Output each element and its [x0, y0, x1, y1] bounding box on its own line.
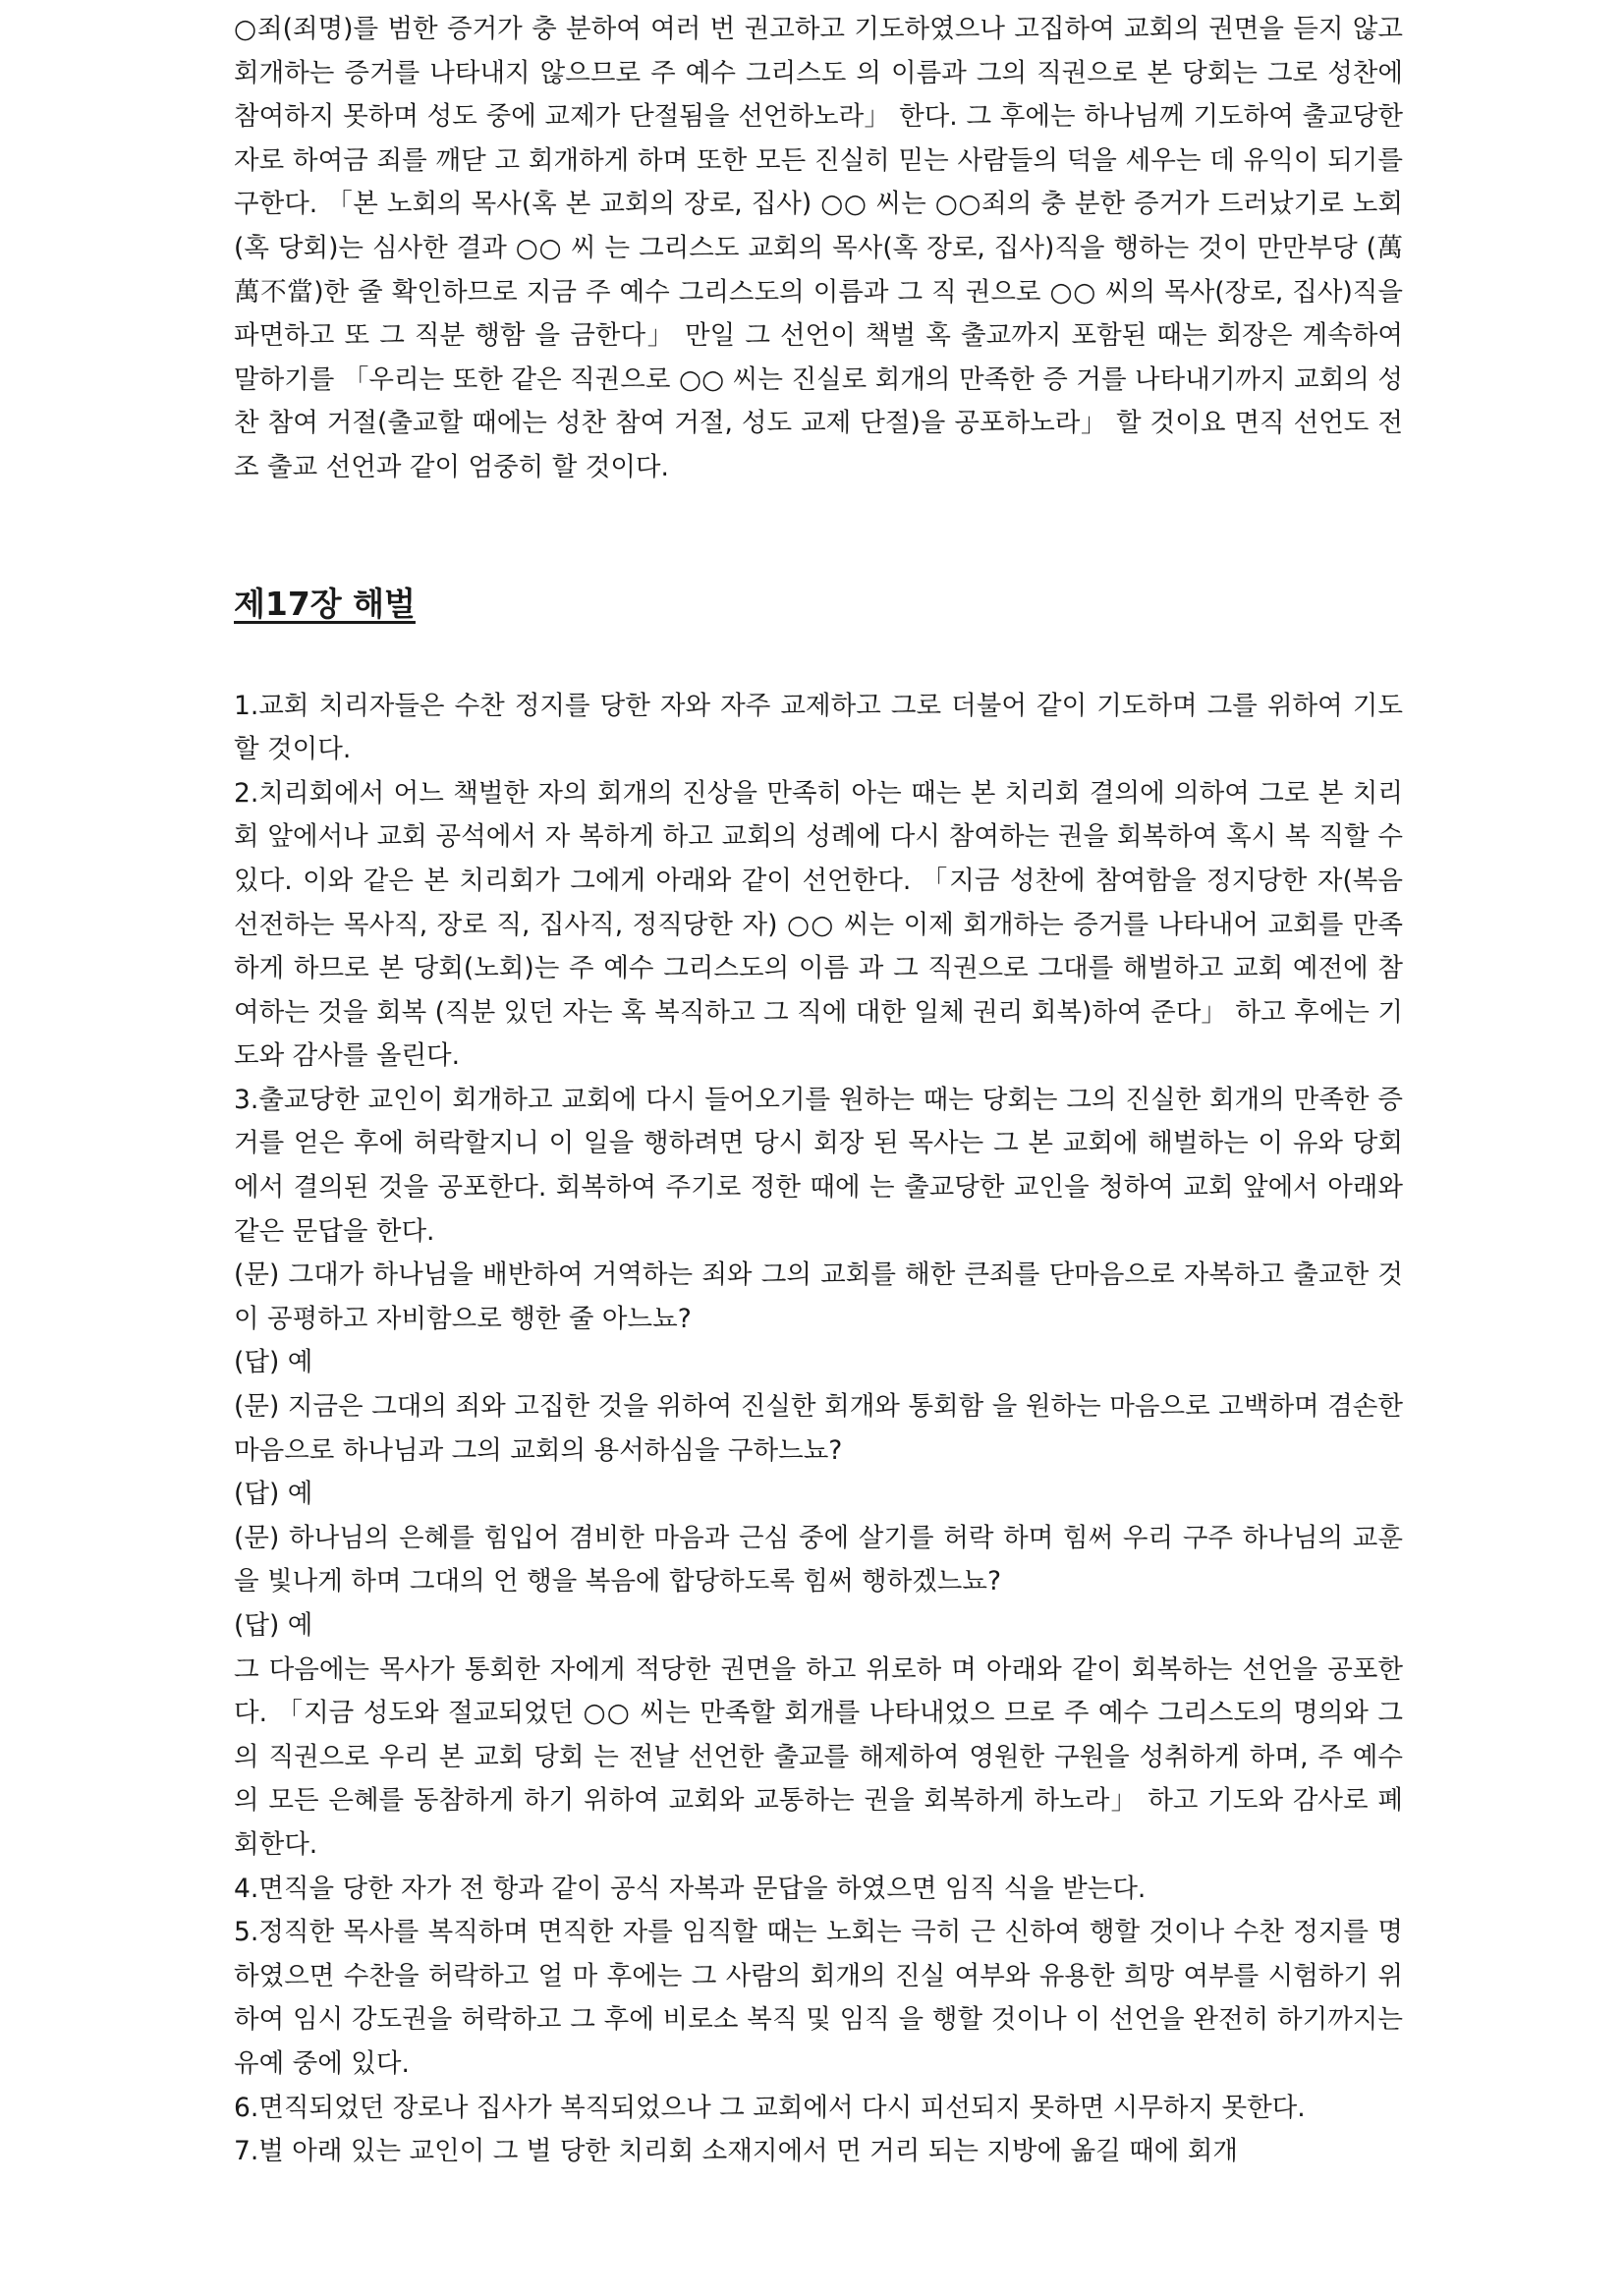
- list-item: 2.치리회에서 어느 책벌한 자의 회개의 진상을 만족히 아는 때는 본 치리회 결의에 의하여 그로 본 치리회 앞에서나 교회 공석에서 자 복하게 하고 교회의 성례에 다시 참여하는 권을 회복하여 혹시 복 직할 수 있다. 이와 같은 본 치리회가 그에게 아래와 같이 선언한다. 「지금 성찬에 참여함을 정지당한 자(복음 선전하는 목사직, 장로 직, 집사직, 정직당한 자) ○○ 씨는 이제 회개하는 증거를 나타내어 교회를 만족하게 하므로 본 당회(노회)는 주 예수 그리스도의 이름 과 그 직권으로 그대를 해벌하고 교회 예전에 참여하는 것을 회복 (직분 있던 자는 혹 복직하고 그 직에 대한 일체 권리 회복)하여 준다」 하고 후에는 기도와 감사를 올린다.: [234, 777, 1403, 1072]
- list-item: 1.교회 치리자들은 수찬 정지를 당한 자와 자주 교제하고 그로 더불어 같이 기도하며 그를 위하여 기도할 것이다.: [234, 690, 1403, 765]
- list-item: 그 다음에는 목사가 통회한 자에게 적당한 권면을 하고 위로하 며 아래와 같이 회복하는 선언을 공포한다. 「지금 성도와 절교되었던 ○○ 씨는 만족할 회개를 나타내었으 므로 주 예수 그리스도의 명의와 그의 직권으로 우리 본 교회 당회 는 전날 선언한 출교를 해제하여 영원한 구원을 성취하게 하며, 주 예수의 모든 은혜를 동참하게 하기 위하여 교회와 교통하는 권을 회복하게 하노라」 하고 기도와 감사로 폐회한다.: [234, 1653, 1403, 1860]
- intro-paragraph: ○죄(죄명)를 범한 증거가 충 분하여 여러 번 권고하고 기도하였으나 고집하여 교회의 권면을 듣지 않고 회개하는 증거를 나타내지 않으므로 주 예수 그리스도 의 이름과 그의 직권으로 본 당회는 그로 성찬에 참여하지 못하며 성도 중에 교제가 단절됨을 선언하노라」 한다. 그 후에는 하나님께 기도하여 출교당한 자로 하여금 죄를 깨닫 고 회개하게 하며 또한 모든 진실히 믿는 사람들의 덕을 세우는 데 유익이 되기를 구한다. 「본 노회의 목사(혹 본 교회의 장로, 집사) ○○ 씨는 ○○죄의 충 분한 증거가 드러났기로 노회(혹 당회)는 심사한 결과 ○○ 씨 는 그리스도 교회의 목사(혹 장로, 집사)직을 행하는 것이 만만부당 (萬萬不當)한 줄 확인하므로 지금 주 예수 그리스도의 이름과 그 직 권으로 ○○ 씨의 목사(장로, 집사)직을 파면하고 또 그 직분 행함 을 금한다」 만일 그 선언이 책벌 혹 출교까지 포함된 때는 회장은 계속하여 말하기를 「우리는 또한 같은 직권으로 ○○ 씨는 진실로 회개의 만족한 증 거를 나타내기까지 교회의 성찬 참여 거절(출교할 때에는 성찬 참여 거절, 성도 교제 단절)을 공포하노라」 할 것이요 면직 선언도 전조 출교 선언과 같이 엄중히 할 것이다.: [234, 14, 1403, 482]
- list-item: 6.면직되었던 장로나 집사가 복직되었으나 그 교회에서 다시 피선되지 못하면 시무하지 못한다.: [234, 2092, 1306, 2123]
- section-heading: 제17장 해벌: [234, 584, 416, 623]
- list-item: 5.정직한 목사를 복직하며 면직한 자를 임직할 때는 노회는 극히 근 신하여 행할 것이나 수찬 정지를 명하였으면 수찬을 허락하고 얼 마 후에는 그 사람의 회개의 진실 여부와 유용한 희망 여부를 시험하기 위하여 임시 강도권을 허락하고 그 후에 비로소 복직 및 임직 을 행할 것이나 이 선언을 완전히 하기까지는 유예 중에 있다.: [234, 1917, 1403, 2079]
- answer-line: (답) 예: [234, 1479, 313, 1510]
- list-item: 3.출교당한 교인이 회개하고 교회에 다시 들어오기를 원하는 때는 당회는 그의 진실한 회개의 만족한 증거를 얻은 후에 허락할지니 이 일을 행하려면 당시 회장 된 목사는 그 본 교회에 해벌하는 이 유와 당회에서 결의된 것을 공포한다. 회복하여 주기로 정한 때에 는 출교당한 교인을 청하여 교회 앞에서 아래와 같은 문답을 한다.: [234, 1084, 1403, 1247]
- question-line: (문) 그대가 하나님을 배반하여 거역하는 죄와 그의 교회를 해한 큰죄를 단마음으로 자복하고 출교한 것이 공평하고 자비함으로 행한 줄 아느뇨?: [234, 1260, 1403, 1334]
- answer-line: (답) 예: [234, 1610, 313, 1641]
- heading-gap: [234, 632, 1403, 685]
- document-page: [234, 8, 1403, 2174]
- list-item: 7.벌 아래 있는 교인이 그 벌 당한 치리회 소재지에서 먼 거리 되는 지방에 옮길 때에 회개: [234, 2136, 1239, 2167]
- list-item: 4.면직을 당한 자가 전 항과 같이 공식 자복과 문답을 하였으면 임직 식을 받는다.: [234, 1873, 1147, 1904]
- section-gap: [234, 490, 1403, 577]
- answer-line: (답) 예: [234, 1347, 313, 1378]
- question-line: (문) 지금은 그대의 죄와 고집한 것을 위하여 진실한 회개와 통회함 을 원하는 마음으로 고백하며 겸손한 마음으로 하나님과 그의 교회의 용서하심을 구하느뇨?: [234, 1391, 1403, 1466]
- question-line: (문) 하나님의 은혜를 힘입어 겸비한 마음과 근심 중에 살기를 허락 하며 힘써 우리 구주 하나님의 교훈을 빛나게 하며 그대의 언 행을 복음에 합당하도록 힘써 행하겠느뇨?: [234, 1522, 1403, 1597]
